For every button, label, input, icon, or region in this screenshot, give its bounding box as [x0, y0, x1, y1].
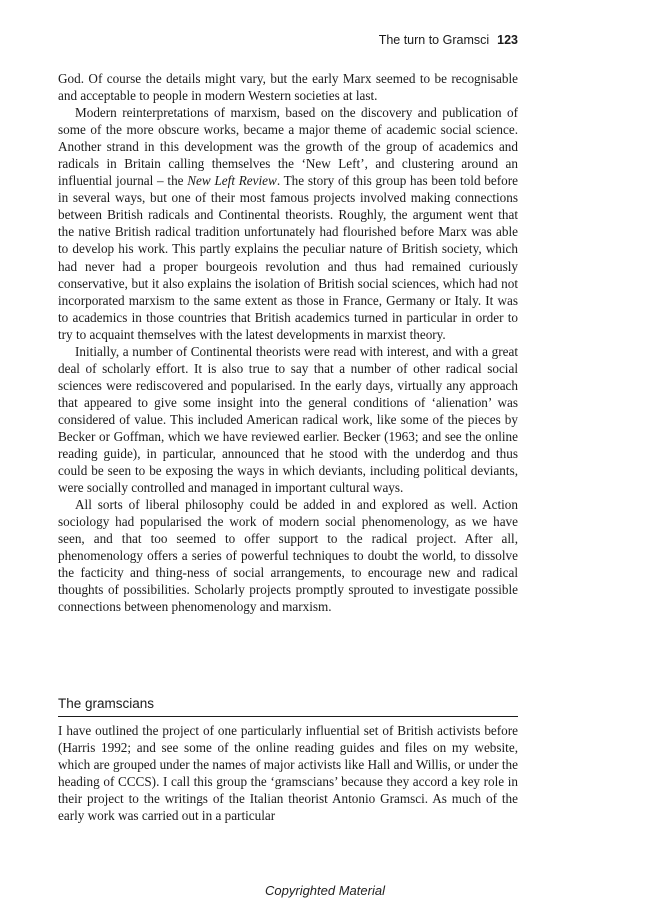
section-heading: The gramscians [58, 696, 518, 717]
paragraph-gramscians: I have outlined the project of one particularly influential set of British activists before (Harris 1992; and see some of the online reading guides and files on my website, which are grouped under the names of major activists like Hall and Willis, or under the heading of CCCS). I call this group the ‘gramscians’ because they accord a key role in their project to the writings of the Italian theorist Antonio Gramsci. As much of the early work was carried out in a particular [58, 723, 518, 824]
copyright-watermark: Copyrighted Material [265, 883, 385, 898]
paragraph-continued: God. Of course the details might vary, but the early Marx seemed to be recognisable and acceptable to people in modern Western societies at last. [58, 71, 518, 104]
running-head-title: The turn to Gramsci [378, 33, 490, 47]
body-text-top [58, 70, 518, 616]
running-head [379, 33, 518, 47]
page-number: 123 [497, 33, 518, 47]
paragraph-continental-theorists: Initially, a number of Continental theorists were read with interest, and with a great deal of scholarly effort. It is also true to say that a number of other radical social sciences were rediscovered and popularised. In the early days, virtually any approach that appeared to give some insight into the general conditions of ‘alienation’ was considered of value. This included American radical work, like some of the pieces by Becker or Goffman, which we have reviewed earlier. Becker (1963; and see the online reading guide), in particular, announced that he stood with the underdog and thus could be seen to be exposing the ways in which deviants, including political deviants, were socially controlled and managed in important cultural ways. [58, 343, 518, 496]
paragraph-new-left-before: Modern reinterpretations of marxism, based on the discovery and publication of some of the more obscure works, became a major theme of academic social science. Another strand in this development was the growth of the group of academics and radicals in Britain calling themselves the ‘New Left’, and clustering around an influential journal – the [58, 105, 518, 189]
journal-title: New Left Review [187, 173, 277, 189]
paragraph-liberal-philosophy: All sorts of liberal philosophy could be added in and explored as well. Action sociology had popularised the work of modern social phenomenology, as we have seen, and that too seemed to offer support to the radical project. After all, phenomenology offers a series of powerful techniques to doubt the world, to dissolve the facticity and thing-ness of social arrangements, to encourage new and radical thoughts of possibilities. Scholarly projects promptly sprouted to investigate possible connections between phenomenology and marxism. [58, 497, 518, 615]
body-text-section [58, 722, 518, 824]
paragraph-new-left-after: . The story of this group has been told before in several ways, but one of their most famous projects involved making connections between British radicals and Continental theorists. Roughly, the argument went that the native British radical tradition unfortunately had flourished before Marx was able to develop his work. This partly explains the peculiar nature of British society, which had never had a proper bourgeois revolution and thus had remained curiously conservative, but it also explains the isolation of British social sciences, which had not incorporated marxism to the same extent as those in France, Germany or Italy. It was to academics in those countries that British academics turned in particular in order to try to acquaint themselves with the latest developments in marxist theory. [58, 173, 518, 342]
paragraph-new-left [58, 104, 518, 343]
